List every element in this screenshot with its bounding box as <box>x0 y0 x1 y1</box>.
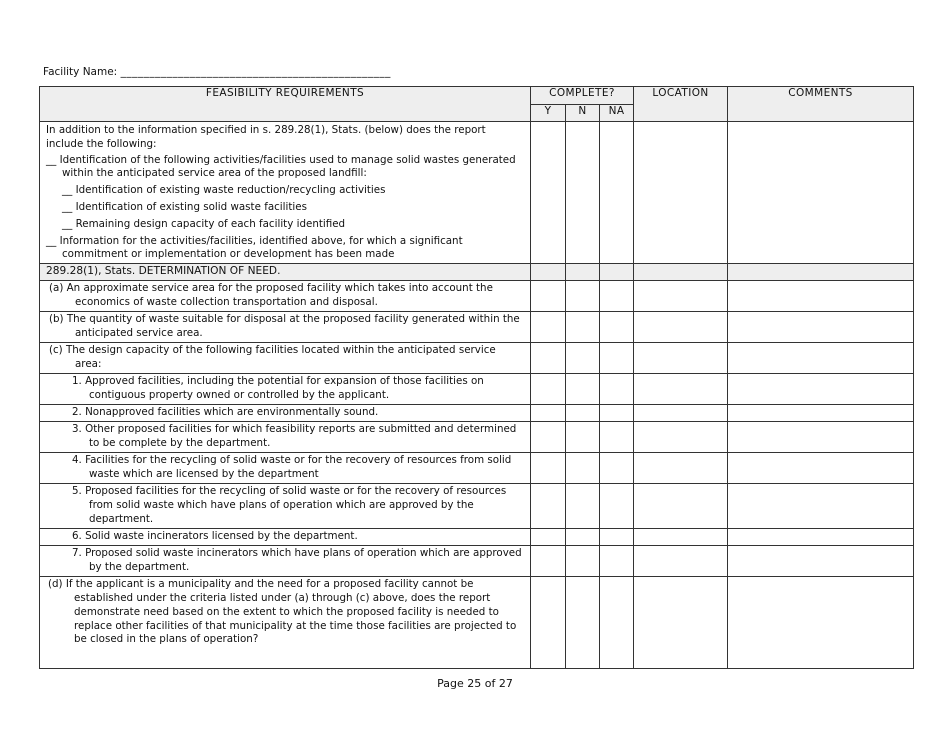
n-cell[interactable] <box>566 281 600 312</box>
location-cell[interactable] <box>634 374 728 405</box>
requirement-text: 1. Approved facilities, including the potential for expansion of those facilities on contiguous property owned or controlled by the applicant. <box>72 375 484 401</box>
table-row <box>40 453 914 484</box>
table-row-intro <box>40 122 914 264</box>
requirement-cell <box>40 281 531 312</box>
section-n-cell <box>566 264 600 281</box>
table-row <box>40 374 914 405</box>
requirement-cell <box>40 374 531 405</box>
facility-name-label: Facility Name: <box>43 66 118 78</box>
requirement-cell <box>40 529 531 546</box>
requirement-text: 4. Facilities for the recycling of solid waste or for the recovery of resources from solid waste which are licensed by the department <box>72 454 512 480</box>
comments-cell[interactable] <box>728 343 914 374</box>
comments-cell[interactable] <box>728 422 914 453</box>
intro-requirement-cell <box>40 122 531 264</box>
na-cell[interactable] <box>600 281 634 312</box>
requirement-text: (d) If the applicant is a municipality and the need for a proposed facility cannot be established under the criteria listed under (a) through (c) above, does the report demonstrate need based on the extent to which the proposed facility is needed to replace other facilities of that municipality at the time those facilities are projected to be closed in the plans of operation? <box>48 578 517 646</box>
facility-name-field <box>43 66 391 78</box>
table-row <box>40 546 914 577</box>
page-number: Page 25 of 27 <box>437 677 513 690</box>
section-title: 289.28(1), Stats. DETERMINATION OF NEED. <box>46 265 281 278</box>
location-cell[interactable] <box>634 312 728 343</box>
n-cell[interactable] <box>566 422 600 453</box>
location-cell[interactable] <box>634 422 728 453</box>
location-cell[interactable] <box>634 343 728 374</box>
location-cell[interactable] <box>634 122 728 264</box>
table-row <box>40 281 914 312</box>
y-cell[interactable] <box>531 577 566 669</box>
comments-cell[interactable] <box>728 577 914 669</box>
location-cell[interactable] <box>634 546 728 577</box>
section-comments-cell <box>728 264 914 281</box>
feasibility-requirements-table <box>39 86 914 669</box>
y-cell[interactable] <box>531 422 566 453</box>
na-cell[interactable] <box>600 422 634 453</box>
requirement-cell <box>40 577 531 669</box>
na-cell[interactable] <box>600 529 634 546</box>
header-comments: COMMENTS <box>728 87 914 122</box>
na-cell[interactable] <box>600 453 634 484</box>
header-feasibility-requirements: FEASIBILITY REQUIREMENTS <box>40 87 531 122</box>
n-cell[interactable] <box>566 405 600 422</box>
section-row <box>40 264 914 281</box>
requirement-cell <box>40 453 531 484</box>
comments-cell[interactable] <box>728 312 914 343</box>
table-row <box>40 484 914 529</box>
table-row <box>40 312 914 343</box>
comments-cell[interactable] <box>728 374 914 405</box>
location-cell[interactable] <box>634 281 728 312</box>
requirement-text: 7. Proposed solid waste incinerators which have plans of operation which are approved by the department. <box>72 547 522 573</box>
comments-cell[interactable] <box>728 546 914 577</box>
requirement-text: (c) The design capacity of the following facilities located within the anticipated service area: <box>49 344 496 370</box>
intro-item-information: __ Information for the activities/facilities, identified above, for which a significant commitment or implementation or development has been made <box>46 234 463 261</box>
location-cell[interactable] <box>634 484 728 529</box>
y-cell[interactable] <box>531 546 566 577</box>
requirement-text: (b) The quantity of waste suitable for disposal at the proposed facility generated within the anticipated service area. <box>49 313 520 339</box>
location-cell[interactable] <box>634 405 728 422</box>
na-cell[interactable] <box>600 405 634 422</box>
na-cell[interactable] <box>600 577 634 669</box>
section-title-cell <box>40 264 531 281</box>
intro-sub-existing: __ Identification of existing solid waste facilities <box>62 200 307 213</box>
n-cell[interactable] <box>566 546 600 577</box>
section-location-cell <box>634 264 728 281</box>
comments-cell[interactable] <box>728 484 914 529</box>
y-cell[interactable] <box>531 405 566 422</box>
comments-cell[interactable] <box>728 281 914 312</box>
table-row <box>40 343 914 374</box>
n-cell[interactable] <box>566 453 600 484</box>
requirement-cell <box>40 312 531 343</box>
header-location: LOCATION <box>634 87 728 122</box>
requirement-cell <box>40 546 531 577</box>
n-cell[interactable] <box>566 343 600 374</box>
na-cell[interactable] <box>600 546 634 577</box>
header-complete: COMPLETE? <box>531 87 634 105</box>
table-row <box>40 529 914 546</box>
location-cell[interactable] <box>634 453 728 484</box>
comments-cell[interactable] <box>728 453 914 484</box>
n-cell[interactable] <box>566 529 600 546</box>
intro-sub-capacity: __ Remaining design capacity of each facility identified <box>62 217 346 230</box>
na-cell[interactable] <box>600 374 634 405</box>
header-n: N <box>566 105 600 122</box>
y-cell[interactable] <box>531 529 566 546</box>
requirement-text: 5. Proposed facilities for the recycling of solid waste or for the recovery of resources from solid waste which have plans of operation which are approved by the department. <box>72 485 507 525</box>
location-cell[interactable] <box>634 529 728 546</box>
y-cell[interactable] <box>531 374 566 405</box>
section-y-cell <box>531 264 566 281</box>
y-cell[interactable] <box>531 343 566 374</box>
comments-cell[interactable] <box>728 405 914 422</box>
requirement-text: 3. Other proposed facilities for which feasibility reports are submitted and determined to be complete by the department. <box>72 423 517 449</box>
comments-cell[interactable] <box>728 529 914 546</box>
intro-item-activities: __ Identification of the following activities/facilities used to manage solid wastes generated within the anticipated service area of the proposed landfill: <box>46 153 516 180</box>
na-cell[interactable] <box>600 312 634 343</box>
requirement-text: 2. Nonapproved facilities which are environmentally sound. <box>72 406 379 419</box>
header-na: NA <box>600 105 634 122</box>
requirement-text: (a) An approximate service area for the proposed facility which takes into account the economics of waste collection transportation and disposal. <box>49 282 493 308</box>
y-cell[interactable] <box>531 281 566 312</box>
n-cell[interactable] <box>566 577 600 669</box>
comments-cell[interactable] <box>728 122 914 264</box>
na-cell[interactable] <box>600 122 634 264</box>
y-cell[interactable] <box>531 453 566 484</box>
facility-name-blank[interactable]: _______________________________________________ <box>120 66 391 78</box>
y-cell[interactable] <box>531 122 566 264</box>
requirement-text: 6. Solid waste incinerators licensed by the department. <box>72 530 358 543</box>
na-cell[interactable] <box>600 484 634 529</box>
table-row <box>40 422 914 453</box>
na-cell[interactable] <box>600 343 634 374</box>
table-row <box>40 577 914 669</box>
requirement-cell <box>40 422 531 453</box>
table-row <box>40 405 914 422</box>
location-cell[interactable] <box>634 577 728 669</box>
n-cell[interactable] <box>566 312 600 343</box>
intro-sub-reduction: __ Identification of existing waste reduction/recycling activities <box>62 184 386 197</box>
intro-text: In addition to the information specified in s. 289.28(1), Stats. (below) does the report include the following: <box>46 124 486 150</box>
requirement-cell <box>40 343 531 374</box>
section-na-cell <box>600 264 634 281</box>
y-cell[interactable] <box>531 312 566 343</box>
n-cell[interactable] <box>566 122 600 264</box>
n-cell[interactable] <box>566 374 600 405</box>
requirement-cell <box>40 484 531 529</box>
requirement-cell <box>40 405 531 422</box>
n-cell[interactable] <box>566 484 600 529</box>
y-cell[interactable] <box>531 484 566 529</box>
header-y: Y <box>531 105 566 122</box>
